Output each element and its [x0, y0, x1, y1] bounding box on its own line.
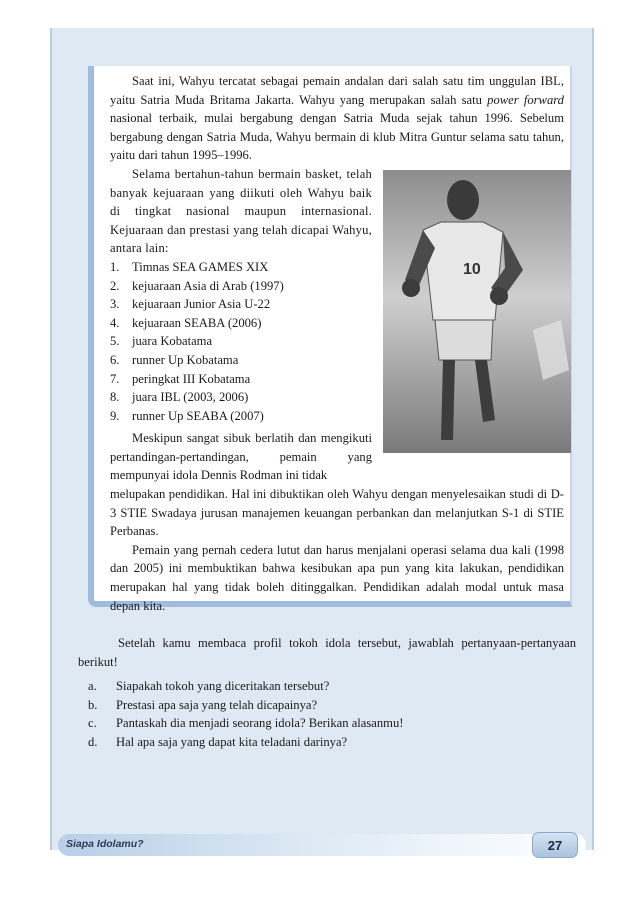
questions-intro: Setelah kamu membaca profil tokoh idola tersebut, jawablah pertanyaan-pertanyaan berikut!: [78, 636, 576, 669]
basketball-player-photo: [383, 170, 571, 453]
jersey-number: 10: [463, 261, 481, 278]
question-item: c. Pantaskah dia menjadi seorang idola? Berikan alasanmu!: [88, 716, 404, 731]
paragraph-education-end: melupakan pendidikan. Hal ini dibuktikan oleh Wahyu dengan menyelesaikan studi di D-3 STIE Swadaya jurusan manajemen keuangan perbankan dan melanjutkan S-1 di STIE Perbanas.: [110, 487, 564, 539]
list-item: 9. runner Up SEABA (2007): [110, 408, 264, 423]
question-item: b. Prestasi apa saja yang telah dicapainya?: [88, 697, 318, 712]
list-item: 4. kejuaraan SEABA (2006): [110, 315, 262, 330]
footer-chapter-title: Siapa Idolamu?: [66, 838, 144, 850]
questions-section: [78, 634, 576, 752]
list-item: 7. peringkat III Kobatama: [110, 371, 251, 386]
question-item: d. Hal apa saja yang dapat kita teladani darinya?: [88, 734, 348, 749]
list-item: 8. juara IBL (2003, 2006): [110, 390, 249, 405]
page-number: 27: [532, 832, 578, 858]
italic-term: power forward: [487, 92, 564, 107]
list-item: 2. kejuaraan Asia di Arab (1997): [110, 278, 284, 293]
text-column-left: [110, 165, 372, 485]
question-item: a. Siapakah tokoh yang diceritakan tersebut?: [88, 679, 330, 694]
paragraph-career: Saat ini, Wahyu tercatat sebagai pemain andalan dari salah satu tim unggulan IBL, yaitu Satria Muda Britama Jakarta. Wahyu yang merupakan salah satu power forward nasional terbaik, mulai bergabung dengan Satria Muda sejak tahun 1996. Sebelum bergabung dengan Satria Muda, Wahyu bermain di klub Mitra Guntur selama satu tahun, yaitu dari tahun 1995–1996.: [110, 74, 564, 163]
list-item: 6. runner Up Kobatama: [110, 352, 239, 367]
paragraph-achievements-intro: Selama bertahun-tahun bermain basket, telah banyak kejuaraan yang diikuti oleh Wahyu baik di tingkat nasional maupun internasional. Kejuaraan dan prestasi yang telah dicapai Wahyu, antara lain:: [110, 166, 372, 256]
paragraph-injury: Pemain yang pernah cedera lutut dan harus menjalani operasi selama dua kali (1998 dan 2005) ini membuktikan bahwa kesibukan apa pun yang kita lakukan, pendidikan merupakan hal yang tidak boleh ditinggalkan. Pendidikan adalah modal untuk masa depan kita.: [110, 542, 564, 613]
achievements-list: [110, 258, 372, 425]
list-item: 5. juara Kobatama: [110, 334, 213, 349]
player-illustration: [383, 170, 571, 453]
paragraph-education-start: Meskipun sangat sibuk berlatih dan mengikuti pertandingan-pertandingan, pemain yang mempunyai idola Dennis Rodman ini tidak: [110, 431, 372, 483]
list-item: 3. kejuaraan Junior Asia U-22: [110, 297, 271, 312]
questions-list: [78, 677, 576, 751]
list-item: 1. Timnas SEA GAMES XIX: [110, 259, 269, 274]
